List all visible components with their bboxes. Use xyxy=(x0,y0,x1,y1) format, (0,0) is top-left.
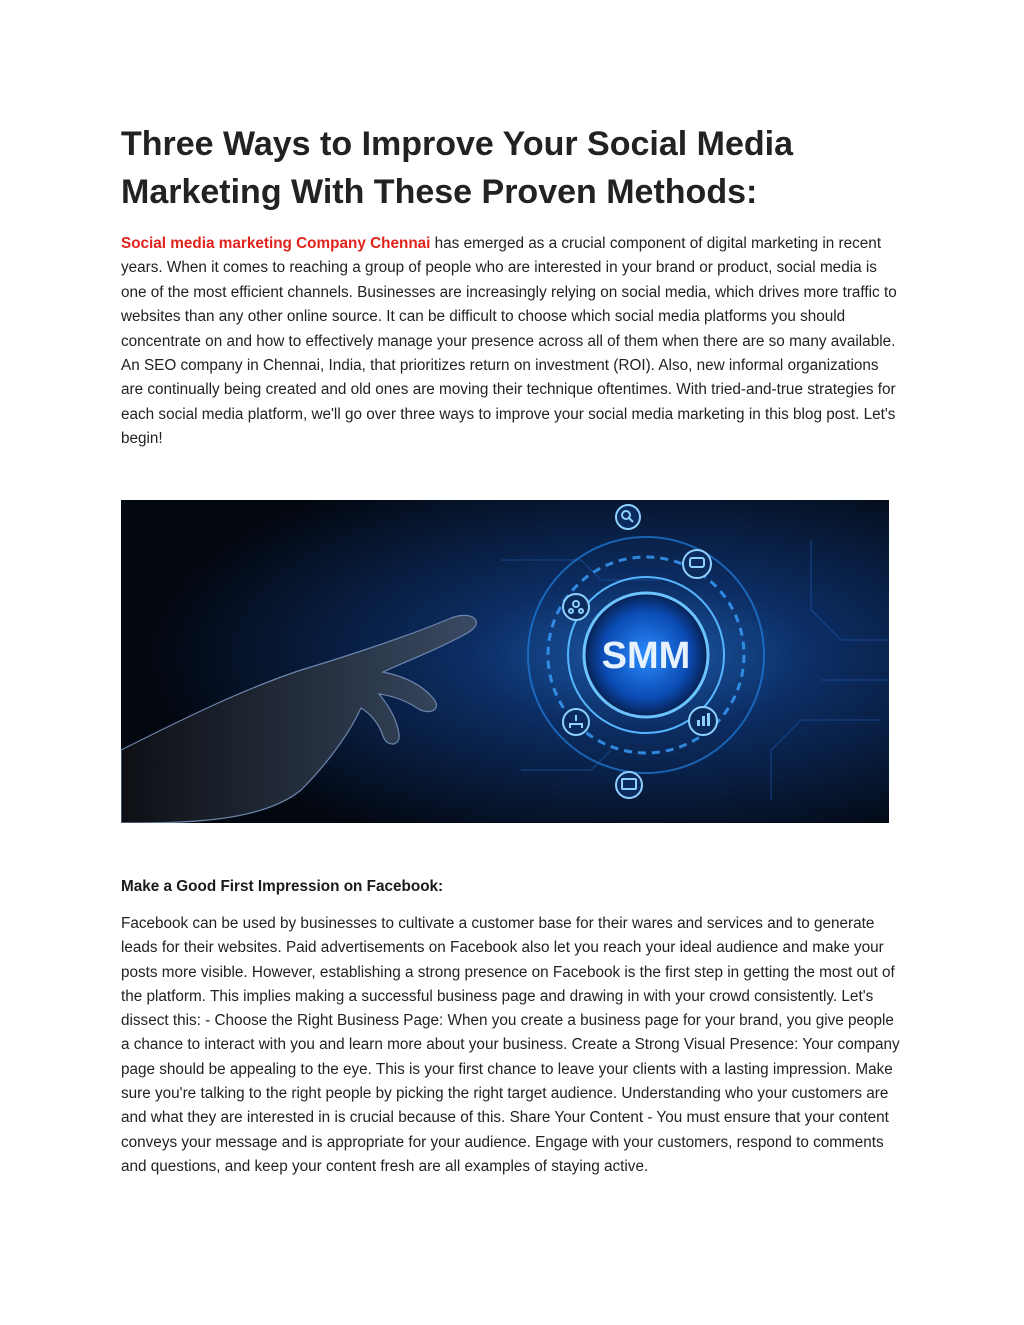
section-body: Facebook can be used by businesses to cultivate a customer base for their wares and services and to generate leads for their websites. Paid advertisements on Facebook also let you reach your ideal audience and make your posts more visible. However, establishing a strong presence on Facebook is the first step in getting the most out of the platform. This implies making a successful business page and drawing in with your crowd consistently. Let's dissect this: - Choose the Right Business Page: When you create a business page for your brand, you give people a chance to interact with you and learn more about your business. Create a Strong Visual Presence: Your company page should be appealing to the eye. This is your first chance to leave your clients with a lasting impression. Make sure you're talking to the right people by picking the right target audience. Understanding who your customers are and what they are interested in is crucial because of this. Share Your Content - You must ensure that your content conveys your message and is appropriate for your audience. Engage with your customers, respond to comments and questions, and keep your content fresh are all examples of staying active. xyxy=(121,915,900,1175)
hierarchy-icon xyxy=(563,709,589,735)
intro-paragraph xyxy=(121,232,903,452)
page-title: Three Ways to Improve Your Social Media Marketing With These Proven Methods: xyxy=(121,125,793,211)
article xyxy=(121,120,903,1175)
hero-label: SMM xyxy=(601,635,691,677)
section-heading: Make a Good First Impression on Facebook: xyxy=(121,878,444,895)
network-icon xyxy=(563,594,589,620)
intro-link[interactable]: Social media marketing Company Chennai xyxy=(121,235,431,252)
hero-image xyxy=(121,500,889,823)
chat-icon xyxy=(683,550,711,578)
analytics-icon xyxy=(689,707,717,735)
search-icon xyxy=(616,505,640,529)
intro-text: has emerged as a crucial component of digital marketing in recent years. When it comes to reaching a group of people who are interested in your brand or product, social media is one of the most efficient channels. Businesses are increasingly relying on social media, which drives more traffic to websites than any other online source. It can be difficult to choose which social media platforms you should concentrate on and how to effectively manage your presence across all of them when there are so many available. An SEO company in Chennai, India, that prioritizes return on investment (ROI). Also, new informal organizations are continually being created and old ones are moving their technique oftentimes. With tried-and-true strategies for each social media platform, we'll go over three ways to improve your social media marketing in this blog post. Let's begin! xyxy=(121,235,897,448)
monitor-icon xyxy=(616,772,642,798)
